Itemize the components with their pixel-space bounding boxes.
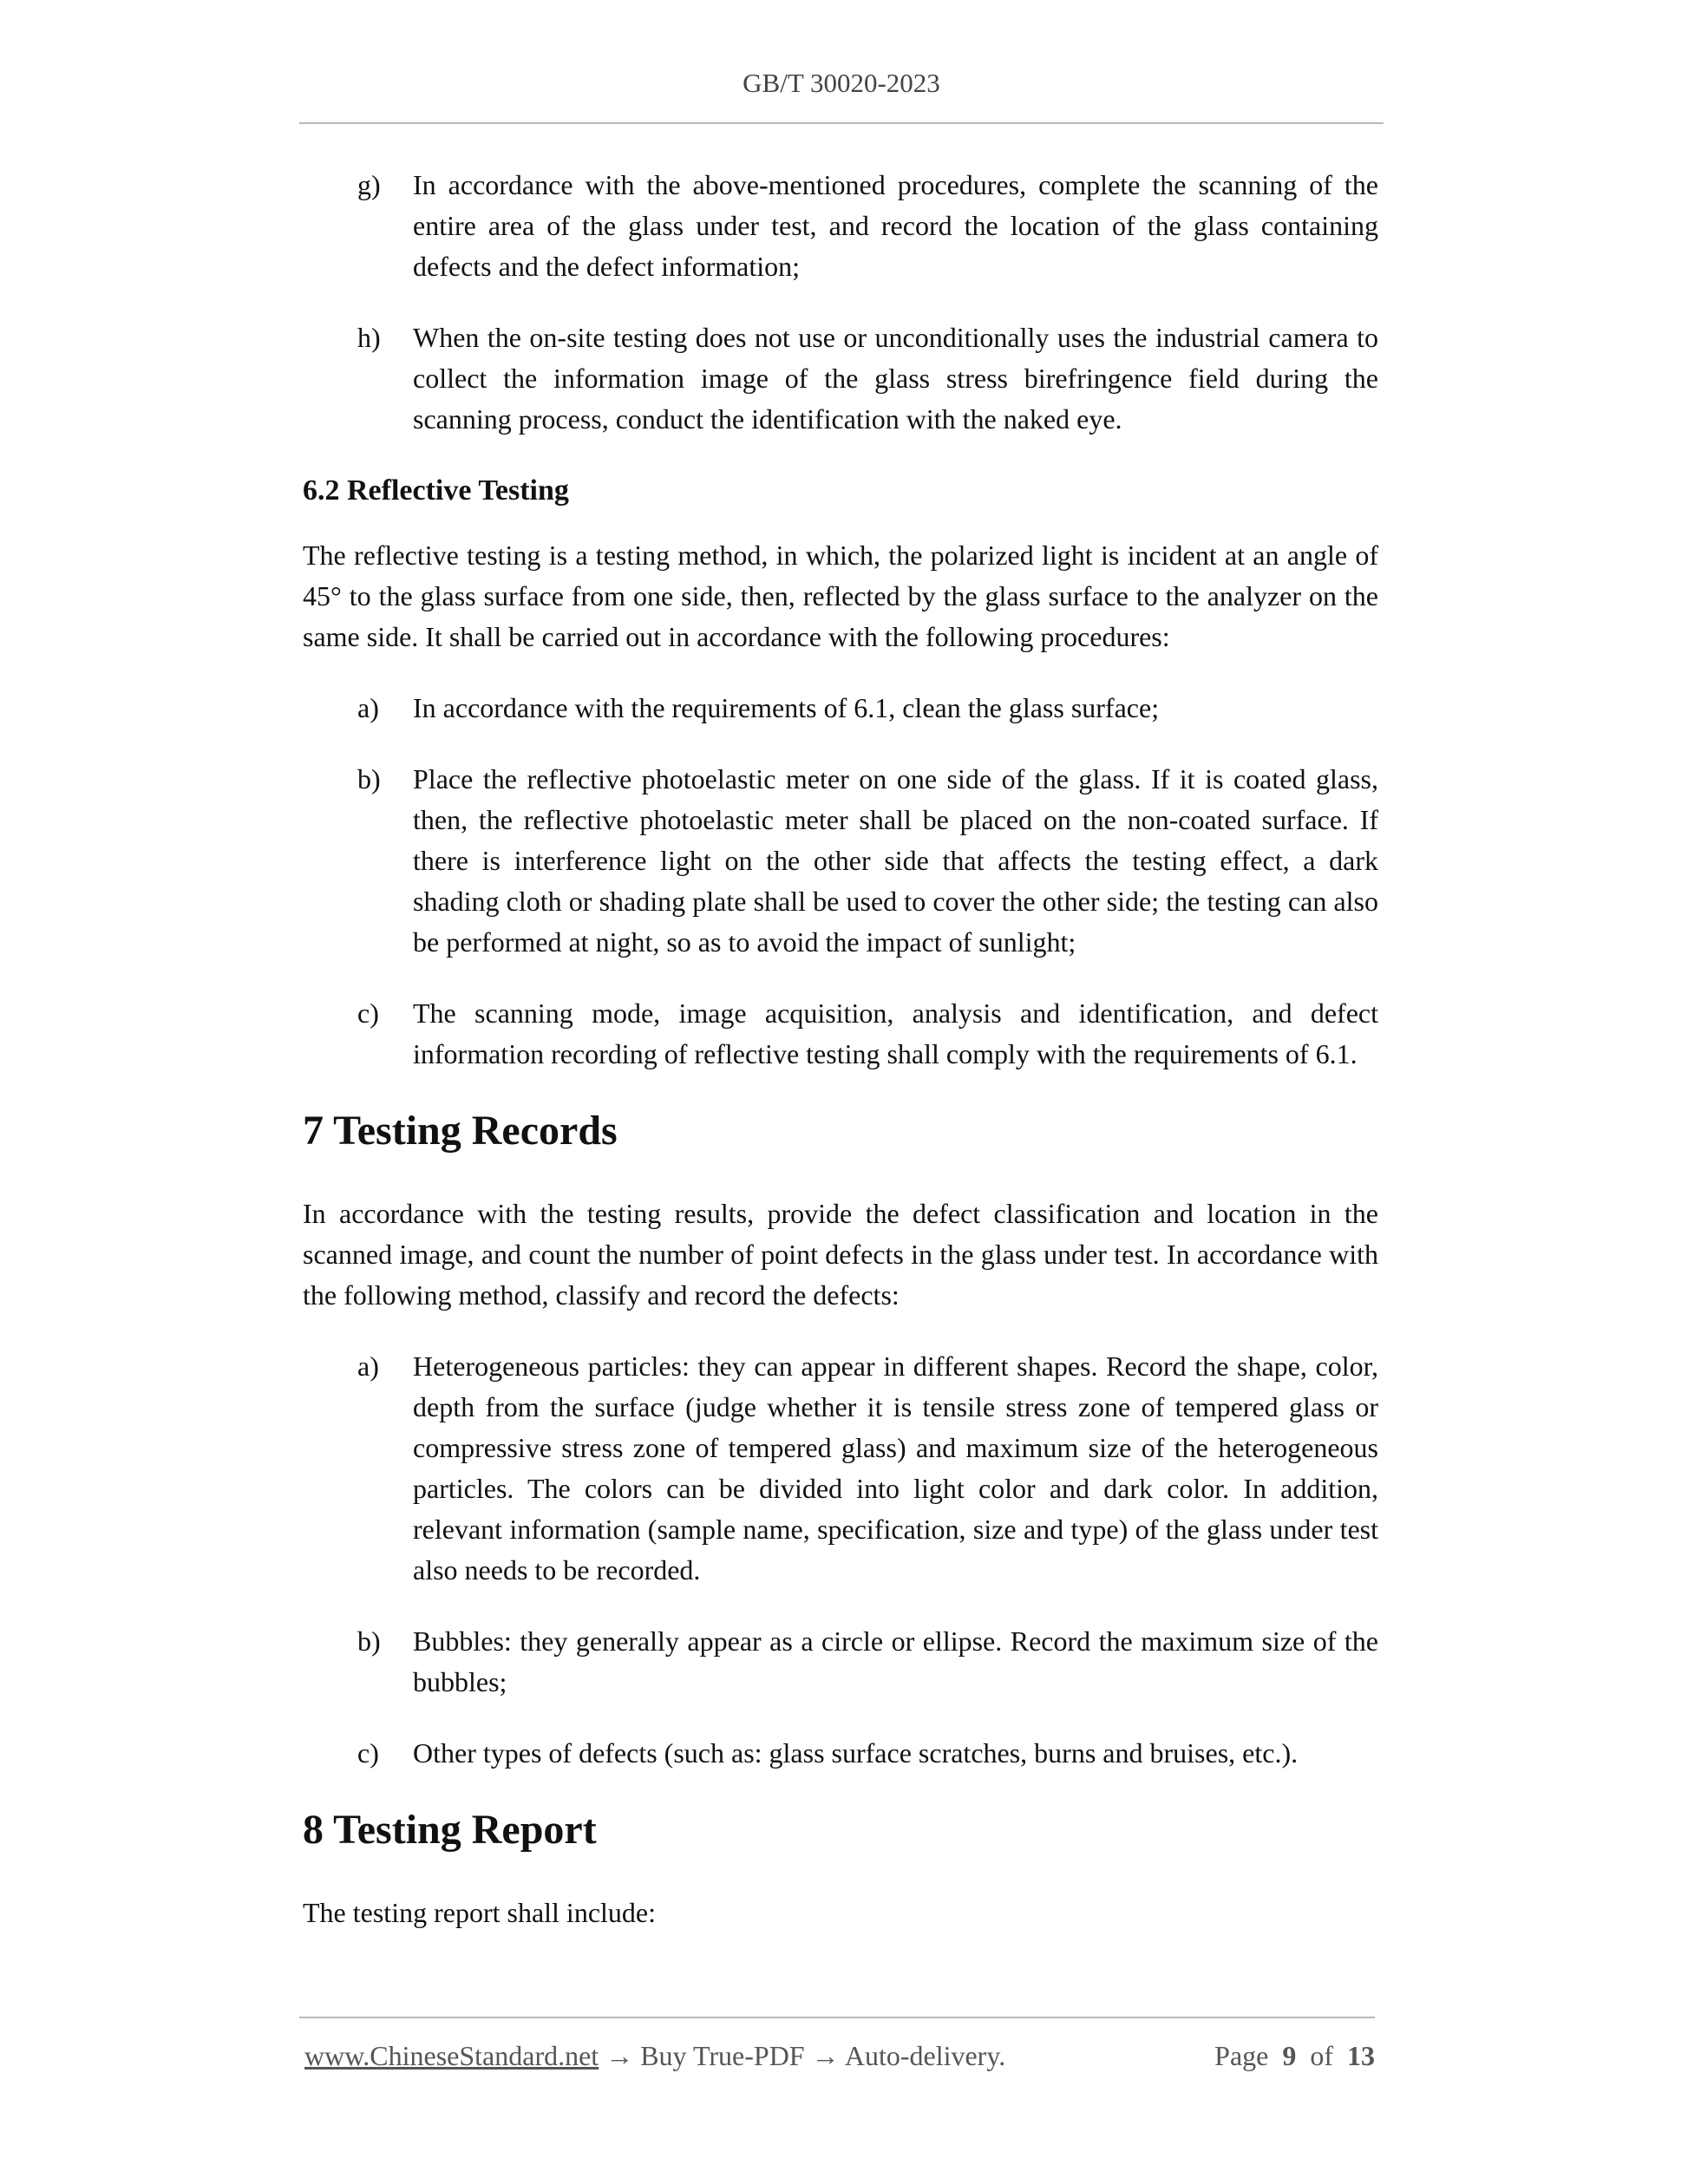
list-item-text: When the on-site testing does not use or unconditionally uses the industrial camera to collect the information image of the glass stress birefringence field during the scanning process, conduct the identification with the naked eye. <box>413 322 1378 435</box>
buy-text: Buy True-PDF <box>640 2040 805 2071</box>
document-body <box>303 165 1378 1964</box>
footer-left <box>304 2040 1005 2072</box>
footer-divider <box>299 2017 1375 2018</box>
section-heading-8: 8 Testing Report <box>303 1807 597 1853</box>
list-item <box>303 1621 1378 1703</box>
list-item <box>303 688 1378 729</box>
list-item <box>303 759 1378 963</box>
list-marker: c) <box>357 1737 379 1769</box>
list-marker: a) <box>357 692 379 723</box>
list-item-text: Place the reflective photoelastic meter on one side of the glass. If it is coated glass, then, the reflective photoelastic meter shall be placed on the non-coated surface. If there is interference light on the other side that affects the testing effect, a dark shading cloth or shading plate shall be used to cover the other side; the testing can also be performed at night, so as to avoid the impact of sunlight; <box>413 763 1378 958</box>
site-link[interactable]: www.ChineseStandard.net <box>304 2040 599 2071</box>
list-item-text: In accordance with the above-mentioned procedures, complete the scanning of the entire area of the glass under test, and record the location of the glass containing defects and the defect information; <box>413 169 1378 282</box>
list-item <box>303 1733 1378 1774</box>
arrow-icon: → <box>599 2040 641 2071</box>
delivery-text: Auto-delivery. <box>844 2040 1006 2071</box>
arrow-icon: → <box>804 2040 845 2071</box>
page-header: GB/T 30020-2023 <box>743 68 940 98</box>
page-total: 13 <box>1347 2040 1375 2071</box>
section-heading-6-2: 6.2 Reflective Testing <box>303 474 569 507</box>
section-7-intro: In accordance with the testing results, provide the defect classification and location in the scanned image, and count the number of point defects in the glass under test. In accordance with the following method, classify and record the defects: <box>303 1198 1378 1311</box>
header-divider <box>299 122 1384 124</box>
of-label: of <box>1310 2040 1333 2071</box>
list-marker: a) <box>357 1350 379 1382</box>
list-item-text: Other types of defects (such as: glass surface scratches, burns and bruises, etc.). <box>413 1737 1299 1769</box>
list-item-text: In accordance with the requirements of 6.1, clean the glass surface; <box>413 692 1160 723</box>
page-label: Page <box>1214 2040 1269 2071</box>
list-item <box>303 1346 1378 1591</box>
page-footer <box>304 2040 1375 2072</box>
section-heading-7: 7 Testing Records <box>303 1108 618 1154</box>
list-marker: b) <box>357 1625 381 1657</box>
list-item <box>303 317 1378 440</box>
list-marker: g) <box>357 169 381 200</box>
page-number: 9 <box>1282 2040 1297 2071</box>
list-item-text: Heterogeneous particles: they can appear in different shapes. Record the shape, color, depth from the surface (judge whether it is tensile stress zone of tempered glass or compressive stress zone of tempered glass) and maximum size of the heterogeneous particles. The colors can be divided into light color and dark color. In addition, relevant information (sample name, specification, size and type) of the glass under test also needs to be recorded. <box>413 1350 1378 1586</box>
list-marker: h) <box>357 322 381 353</box>
page-indicator <box>1214 2040 1375 2072</box>
section-6-2-intro: The reflective testing is a testing method, in which, the polarized light is incident at an angle of 45° to the glass surface from one side, then, reflected by the glass surface to the analyzer on the same side. It shall be carried out in accordance with the following procedures: <box>303 539 1378 652</box>
list-item <box>303 165 1378 287</box>
list-marker: b) <box>357 763 381 794</box>
list-item-text: The scanning mode, image acquisition, analysis and identification, and defect information recording of reflective testing shall comply with the requirements of 6.1. <box>413 997 1378 1069</box>
section-8-intro: The testing report shall include: <box>303 1897 656 1928</box>
list-item <box>303 993 1378 1075</box>
list-marker: c) <box>357 997 379 1029</box>
list-item-text: Bubbles: they generally appear as a circle or ellipse. Record the maximum size of the bubbles; <box>413 1625 1378 1697</box>
